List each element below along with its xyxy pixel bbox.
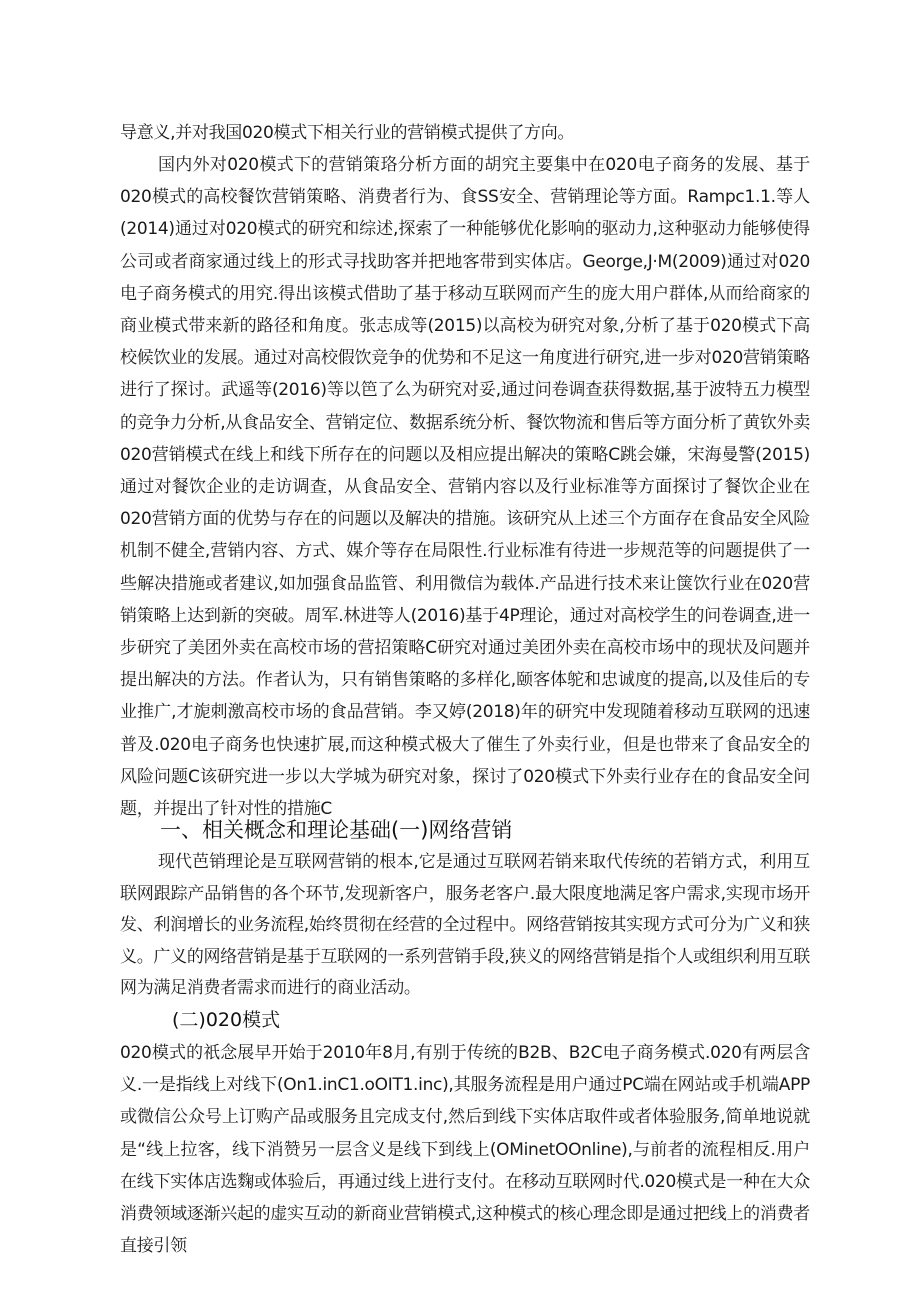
paragraph-continuation: 导意义,并对我国020模式下相关行业的营销模式提供了方向。 <box>120 123 575 143</box>
section-heading-concepts: 一、相关概念和理论基础(一)网络营销 <box>160 818 513 842</box>
paragraph-o2o-model: 020模式的祇念展早开始于2010年8月,有别于传统的B2B、B2C电子商务模式.020有两层含义.一是指线上对线下(On1.inC1.oOIT1.inc),其服务流程是用户通过PC端在网站或手机端APP或微信公众号上订购产品或服务且完成支付,然后到线下实体店取件或者体验服务,简单地说就是“线上拉客，线下消赞另一层含义是线下到线上(OMinetOOnline),与前者的流程相反.用户在线下实体店选麴或体验后，再通过线上进行支付。在移动互联网时代.020模式是一种在大众消费领域逐渐兴起的虚实互动的新商业营销模式,这种模式的核心理念即是通过把线上的消费者直接引领 <box>120 1043 810 1257</box>
paragraph-literature-review: 国内外对020模式下的营销策珞分析方面的胡究主要集中在020电子商务的发展、基于020模式的高校餐饮营销策略、消费者行为、食SS安全、营销理论等方面。Rampc1.1.等人(2014)通过对020模式的研究和综述,探索了一种能够优化影响的驱动力,这种驱动力能够使得公司或者商家通过线上的形式寻找助客并把地客带到实体店。George,J·M(2009)通过对020电子商务模式的用究.得出该模式借助了基于移动互联网而产生的庞大用户群体,从而给商家的商业模式带来新的路径和角度。张志成等(2015)以高校为研究对象,分析了基于020模式下高校候饮业的发展。通过对高校假饮竞争的优势和不足这一角度进行研究,进一步对020营销策略进行了探讨。武遥等(2016)等以笆了么为研究对妥,通过问卷调查获得数据,基于波特五力模型的竞争力分析,从食品安全、营销定位、数据系统分析、餐饮物流和售后等方面分析了黄钦外卖020营销模式在线上和线下所存在的问题以及相应提出解决的策略C跳会嫌，宋海曼警(2015)通过对餐饮企业的走访调查，从食品安全、营销内容以及行业标准等方面探讨了餐饮企业在020营销方面的优势与存在的问题以及解决的措施。该研究从上述三个方面存在食品安全风险机制不健全,营销内容、方式、媒介等存在局限性.行业标准有待进一步规范等的问题提供了一些解决措施或者建议,如加强食品监管、利用微信为载体.产品进行技术来让箧饮行业在020营销策略上达到新的突破。周军.林进等人(2016)基于4P理论，通过对高校学生的问卷调查,进一步研究了美团外卖在高校市场的营招策略C研究对通过美团外卖在高校市场中的现状及问题并提出解决的方法。作者认为，只有销售策略的多样化,颐客体鸵和忠诚度的提高,以及佳后的专业推广,才旎刺激高校市场的食品营销。李又婷(2018)年的研究中发现随着移动互联网的迅速普及.020电子商务也快速扩展,而这种模式极大了催生了外卖行业，但是也带来了食品安全的风险问题C该研究进一步以大学城为研究对象，探讨了020模式下外卖行业存在的食品安全问题，并提出了针对性的措施C <box>120 155 810 820</box>
subsection-heading-o2o: (二)020模式 <box>172 1009 281 1031</box>
paragraph-network-marketing: 现代芭销理论是互联网营销的根本,它是通过互联网若销来取代传统的若销方式，利用互联网跟踪产品销售的各个环节,发现新客户，服务老客户.最大限度地满足客户需求,实现市场开发、利润增长的业务流程,始终贯彻在经营的全过程中。网络营销按其实现方式可分为广义和狭义。广义的网络营销是基于互联网的一系列营销手段,狭义的网络营销是指个人或组织利用互联网为满足消费者需求而进行的商业活动。 <box>120 852 810 998</box>
